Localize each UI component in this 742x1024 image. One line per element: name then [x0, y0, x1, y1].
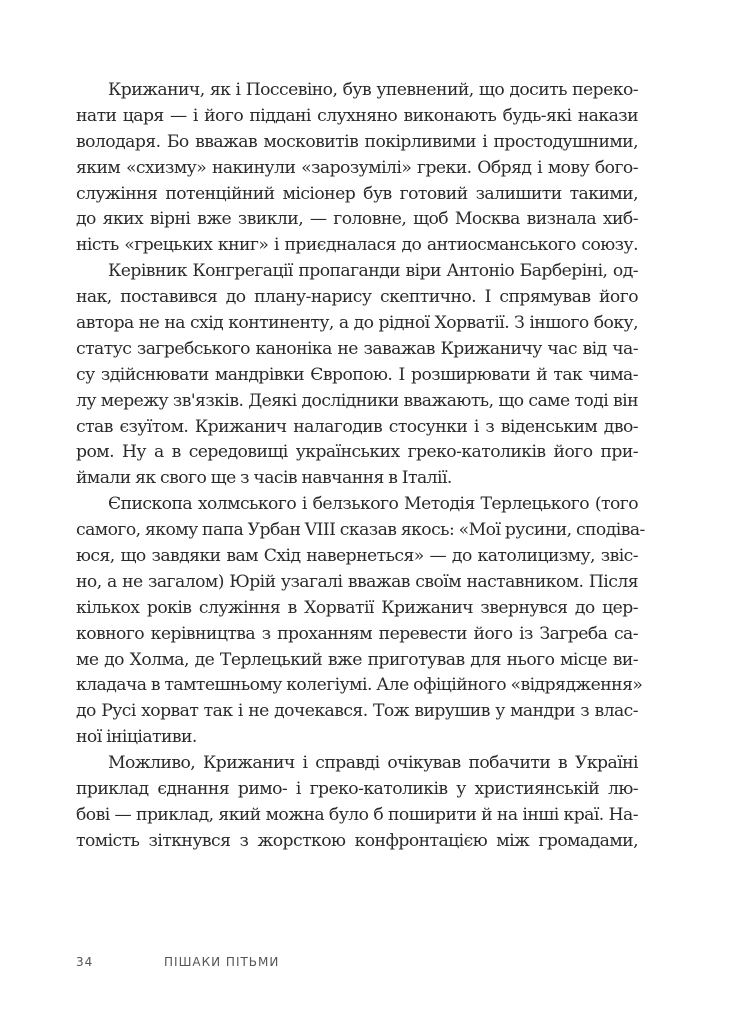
- text-line: нати царя — і його піддані слухняно виконають будь-які накази: [76, 105, 638, 126]
- text-line: ковного керівництва з проханням перевести його із Загреба са-: [76, 623, 638, 644]
- text-line: су здійснювати мандрівки Європою. І розширювати й так чима-: [76, 364, 638, 385]
- text-line: томість зіткнувся з жорсткою конфронтацією між громадами,: [76, 830, 638, 851]
- text-line: статус загребського каноніка не заважав Крижаничу час від ча-: [76, 338, 638, 359]
- text-line: служіння потенційний місіонер був готовий залишити такими,: [76, 183, 638, 204]
- text-line: самого, якому папа Урбан VIII сказав якось: «Мої русини, сподіва-: [76, 520, 645, 541]
- text-line: Можливо, Крижанич і справді очікував побачити в Україні: [108, 753, 638, 774]
- running-title: ПІШАКИ ПІТЬМИ: [164, 955, 280, 969]
- page-body: [76, 78, 645, 855]
- text-line: лу мережу зв'язків. Деякі дослідники вважають, що саме тоді він: [76, 390, 638, 411]
- text-line: юся, що завдяки вам Схід навернеться» — до католицизму, звіс-: [76, 546, 638, 567]
- text-line: ром. Ну а в середовищі українських греко-католиків його при-: [76, 442, 638, 463]
- text-line: бові — приклад, який можна було б поширити й на інші краї. На-: [76, 804, 638, 825]
- text-line: ність «грецьких книг» і приєдналася до антиосманського союзу.: [76, 235, 638, 256]
- text-line: ме до Холма, де Терлецький вже приготував для нього місце ви-: [76, 649, 638, 670]
- text-line: став єзуїтом. Крижанич налагодив стосунки і з віденським дво-: [76, 416, 638, 437]
- paragraph: [76, 259, 638, 492]
- text-line: до Русі хорват так і не дочекався. Тож вирушив у мандри з влас-: [76, 701, 638, 722]
- paragraph: [76, 492, 645, 751]
- page-number: 34: [76, 955, 94, 969]
- paragraph: [76, 78, 638, 259]
- text-line: автора не на схід континенту, а до рідної Хорватії. З іншого боку,: [76, 313, 638, 334]
- text-line: Керівник Конгрегації пропаганди віри Антоніо Барберіні, од-: [108, 261, 638, 282]
- paragraph: [76, 751, 638, 855]
- text-line: кількох років служіння в Хорватії Крижанич звернувся до цер-: [76, 597, 638, 618]
- text-line: приклад єднання римо- і греко-католиків у християнській лю-: [76, 779, 638, 800]
- text-line: нак, поставився до плану-нарису скептично. І спрямував його: [76, 287, 638, 308]
- text-line: ної ініціативи.: [76, 727, 197, 748]
- text-line: яким «схизму» накинули «зарозумілі» греки. Обряд і мову бого-: [76, 157, 638, 178]
- text-line: до яких вірні вже звикли, — головне, щоб Москва визнала хиб-: [76, 209, 638, 230]
- text-line: володаря. Бо вважав московитів покірливими і простодушними,: [76, 131, 638, 152]
- text-line: Крижанич, як і Поссевіно, був упевнений, що досить переко-: [108, 80, 638, 100]
- text-line: Єпископа холмського і белзького Методія Терлецького (того: [108, 494, 638, 515]
- text-line: кладача в тамтешньому колегіумі. Але офіційного «відрядження»: [76, 675, 643, 696]
- text-line: ймали як свого ще з часів навчання в Італії.: [76, 468, 452, 489]
- text-line: но, а не загалом) Юрій узагалі вважав своїм наставником. Після: [76, 571, 638, 592]
